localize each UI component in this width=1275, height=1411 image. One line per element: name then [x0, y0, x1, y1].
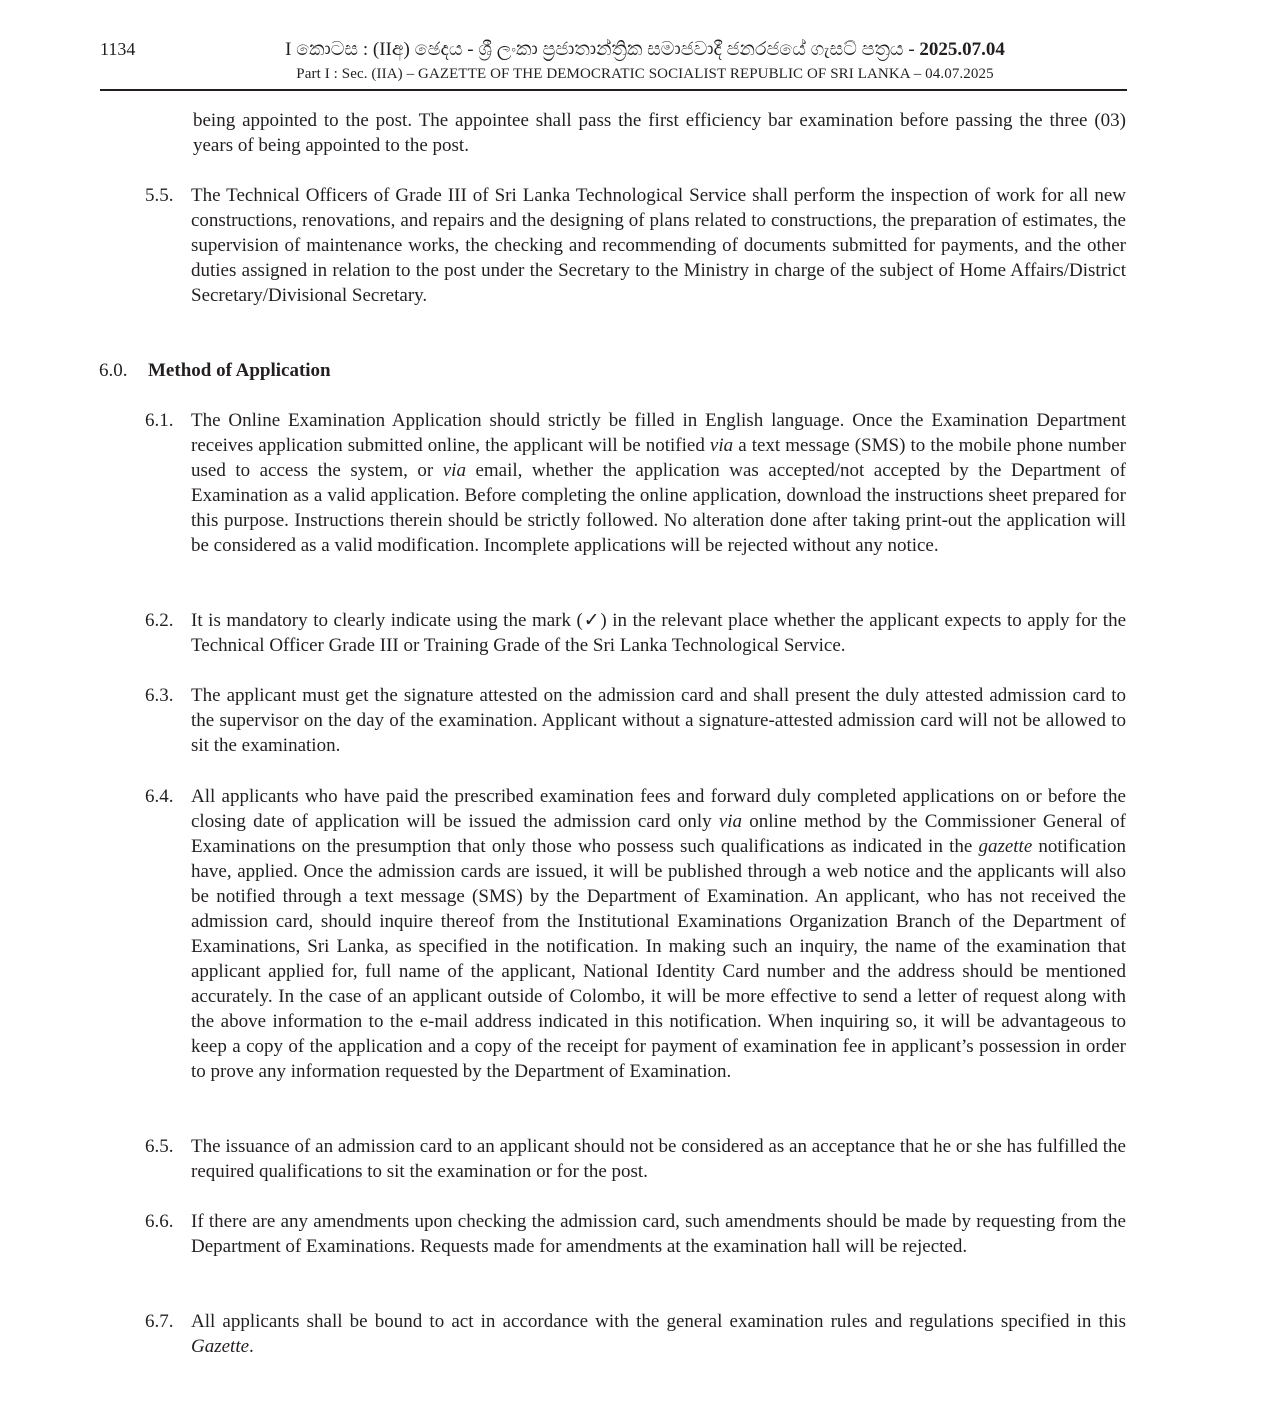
section-title: Method of Application: [148, 360, 331, 381]
clause-text: All applicants shall be bound to act in accordance with the general examination rules and regulations specified in this Gazette.: [191, 1311, 1126, 1357]
clause-text: The applicant must get the signature attested on the admission card and shall present the duly attested admission card to the supervisor on the day of the examination. Applicant without a signature-attested admission card will not be allowed to sit the examination.: [191, 685, 1126, 756]
clause-number: 6.2.: [145, 610, 174, 631]
clause-text: If there are any amendments upon checking the admission card, such amendments should be made by requesting from the Department of Examinations. Requests made for amendments at the examination hall will be rejected.: [191, 1211, 1126, 1257]
header-sinhala-title: I කොටස : (IIඅ) ඡෙදය - ශ්‍රී ලංකා ප්‍රජාතාන්ත්‍රික සමාජවාදී ජනරජයේ ගැසට් පත්‍රය -: [285, 39, 920, 60]
clause-number: 6.7.: [145, 1311, 174, 1332]
page-header: [160, 38, 1130, 84]
clause-5-5: [145, 183, 1126, 308]
clause-6-5: [145, 1134, 1126, 1184]
header-sinhala-date: 2025.07.04: [919, 39, 1005, 60]
clause-text: All applicants who have paid the prescribed examination fees and forward duly completed applications on or before the closing date of application will be issued the admission card only via online method by the Commissioner General of Examinations on the presumption that only those who possess such qualifications as indicated in the gazette notification have, applied. Once the admission cards are issued, it will be published through a web notice and the applicants will also be notified through a text message (SMS) by the Department of Examination. An applicant, who has not received the admission card, should inquire thereof from the Institutional Examinations Organization Branch of the Department of Examinations, Sri Lanka, as specified in the notification. In making such an inquiry, the name of the examination that applicant applied for, full name of the applicant, National Identity Card number and the address should be mentioned accurately. In the case of an applicant outside of Colombo, it will be more effective to send a letter of request along with the above information to the e-mail address indicated in this notification. When inquiring so, it will be advantageous to keep a copy of the application and a copy of the receipt for payment of examination fee in applicant’s possession in order to prove any information requested by the Department of Examination.: [191, 786, 1127, 1082]
clause-text: The issuance of an admission card to an applicant should not be considered as an acceptance that he or she has fulfilled the required qualifications to sit the examination or for the post.: [191, 1136, 1126, 1182]
clause-6-3: [145, 683, 1126, 758]
header-sinhala-line: [160, 38, 1130, 62]
clause-text: The Technical Officers of Grade III of Sri Lanka Technological Service shall perform the inspection of work for all new constructions, renovations, and repairs and the designing of plans related to constructions, the preparation of estimates, the supervision of maintenance works, the checking and recommending of documents submitted for payments, and the other duties assigned in relation to the post under the Secretary to the Ministry in charge of the subject of Home Affairs/District Secretary/Divisional Secretary.: [191, 185, 1126, 306]
clause-6-2: [145, 608, 1126, 658]
clause-text: It is mandatory to clearly indicate using the mark (✓) in the relevant place whether the applicant expects to apply for the Technical Officer Grade III or Training Grade of the Sri Lanka Technological Service.: [191, 610, 1126, 656]
section-number: 6.0.: [99, 360, 128, 381]
clause-number: 6.6.: [145, 1211, 174, 1232]
header-divider: [100, 89, 1127, 91]
clause-6-4: [145, 784, 1126, 1084]
clause-6-7: [145, 1309, 1126, 1359]
clause-number: 5.5.: [145, 185, 174, 206]
clause-number: 6.5.: [145, 1136, 174, 1157]
continuation-paragraph: being appointed to the post. The appointee shall pass the first efficiency bar examination before passing the three (03) years of being appointed to the post.: [193, 110, 1126, 156]
section-heading: [99, 358, 331, 383]
page-number: 1134: [100, 39, 136, 59]
clause-number: 6.4.: [145, 786, 174, 807]
clause-text: The Online Examination Application should strictly be filled in English language. Once the Examination Department receives application submitted online, the applicant will be notified via a text message (SMS) to the mobile phone number used to access the system, or via email, whether the application was accepted/not accepted by the Department of Examination as a valid application. Before completing the online application, download the instructions sheet prepared for this purpose. Instructions therein should be strictly followed. No alteration done after taking print-out the application will be considered as a valid modification. Incomplete applications will be rejected without any notice.: [191, 410, 1126, 556]
clause-6-6: [145, 1209, 1126, 1259]
clause-number: 6.3.: [145, 685, 174, 706]
clause-number: 6.1.: [145, 410, 174, 431]
header-english-line: Part I : Sec. (IIA) – GAZETTE OF THE DEMOCRATIC SOCIALIST REPUBLIC OF SRI LANKA – 04.07.2025: [296, 66, 994, 82]
clause-6-1: [145, 408, 1126, 558]
